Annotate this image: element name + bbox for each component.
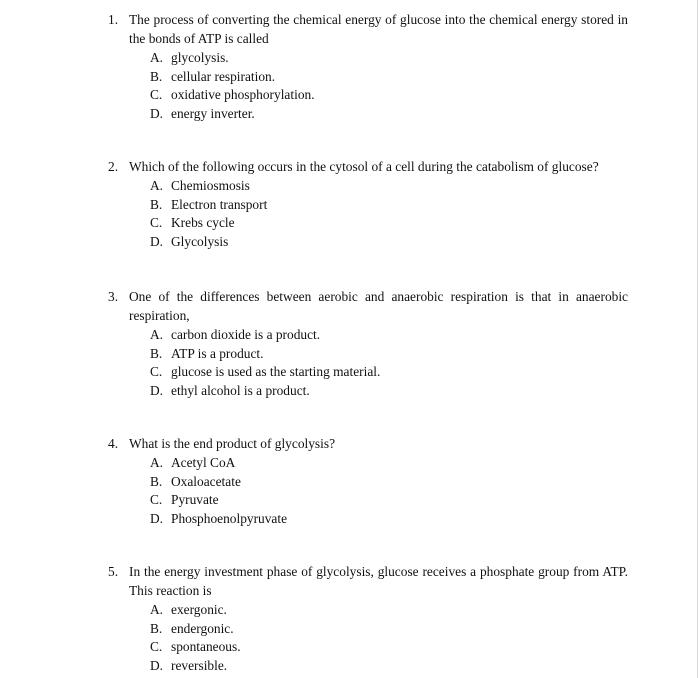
option-letter: C. [150,639,163,654]
option-text: Pyruvate [171,492,219,507]
answer-options [108,48,628,122]
option-letter: C. [150,492,163,507]
answer-option-d[interactable] [108,104,628,123]
answer-options [108,600,628,674]
option-text: ATP is a product. [171,345,264,361]
option-letter: D. [150,510,164,526]
option-letter: C. [150,215,163,230]
question-number: 4. [108,436,119,451]
option-text: Oxaloacetate [171,473,241,489]
option-text: oxidative phosphorylation. [171,87,315,102]
question-number: 5. [108,564,119,579]
option-letter: D. [150,657,164,673]
answer-option-d[interactable] [108,509,628,528]
option-text: endergonic. [171,620,234,636]
option-letter: A. [150,50,164,65]
answer-option-c[interactable] [108,213,628,232]
question-stem [108,287,628,325]
option-text: cellular respiration. [171,68,276,84]
option-letter: B. [150,620,163,636]
option-text: spontaneous. [171,639,241,654]
answer-option-b[interactable] [108,472,628,491]
option-letter: A. [150,178,164,193]
answer-option-a[interactable] [108,600,628,619]
answer-option-a[interactable] [108,453,628,472]
option-text: Electron transport [171,196,268,212]
option-text: carbon dioxide is a product. [171,327,321,342]
answer-option-c[interactable] [108,362,628,381]
option-letter: C. [150,87,163,102]
option-letter: D. [150,105,164,121]
option-letter: B. [150,68,163,84]
answer-option-c[interactable] [108,490,628,509]
option-letter: D. [150,382,164,398]
option-text: Krebs cycle [171,215,235,230]
answer-options [108,176,628,250]
question-text: Which of the following occurs in the cytosol of a cell during the catabolism of glucose? [129,159,599,174]
option-letter: B. [150,473,163,489]
option-text: Acetyl CoA [171,455,236,470]
question-text: What is the end product of glycolysis? [129,436,336,451]
answer-option-c[interactable] [108,637,628,656]
option-text: glucose is used as the starting material. [171,364,381,379]
option-letter: B. [150,196,163,212]
option-letter: D. [150,233,164,249]
question-number: 1. [108,12,119,27]
option-letter: A. [150,327,164,342]
question-1 [108,10,628,122]
answer-options [108,325,628,399]
answer-option-b[interactable] [108,344,628,363]
question-text: The process of converting the chemical energy of glucose into the chemical energy stored in the bonds of ATP is called [129,12,628,46]
question-3 [108,287,628,399]
answer-option-b[interactable] [108,67,628,86]
answer-option-b[interactable] [108,195,628,214]
answer-options [108,453,628,527]
question-number: 3. [108,289,119,304]
question-stem [108,562,628,600]
option-text: energy inverter. [171,105,255,121]
option-text: ethyl alcohol is a product. [171,382,310,398]
answer-option-d[interactable] [108,232,628,251]
answer-option-d[interactable] [108,656,628,675]
question-2 [108,157,628,250]
question-text: One of the differences between aerobic and anaerobic respiration is that in anaerobic respiration, [129,289,628,323]
option-text: Glycolysis [171,233,229,249]
option-text: Phosphoenolpyruvate [171,510,288,526]
answer-option-b[interactable] [108,619,628,638]
question-4 [108,434,628,527]
question-stem [108,157,628,176]
option-letter: C. [150,364,163,379]
option-text: exergonic. [171,602,227,617]
option-text: reversible. [171,657,228,673]
question-number: 2. [108,159,119,174]
answer-option-a[interactable] [108,325,628,344]
question-text: In the energy investment phase of glycolysis, glucose receives a phosphate group from ATP. This reaction is [129,564,628,598]
question-5 [108,562,628,674]
option-letter: B. [150,345,163,361]
option-text: glycolysis. [171,50,229,65]
option-text: Chemiosmosis [171,178,250,193]
answer-option-c[interactable] [108,85,628,104]
answer-option-d[interactable] [108,381,628,400]
option-letter: A. [150,455,164,470]
answer-option-a[interactable] [108,176,628,195]
question-stem [108,434,628,453]
answer-option-a[interactable] [108,48,628,67]
option-letter: A. [150,602,164,617]
question-stem [108,10,628,48]
